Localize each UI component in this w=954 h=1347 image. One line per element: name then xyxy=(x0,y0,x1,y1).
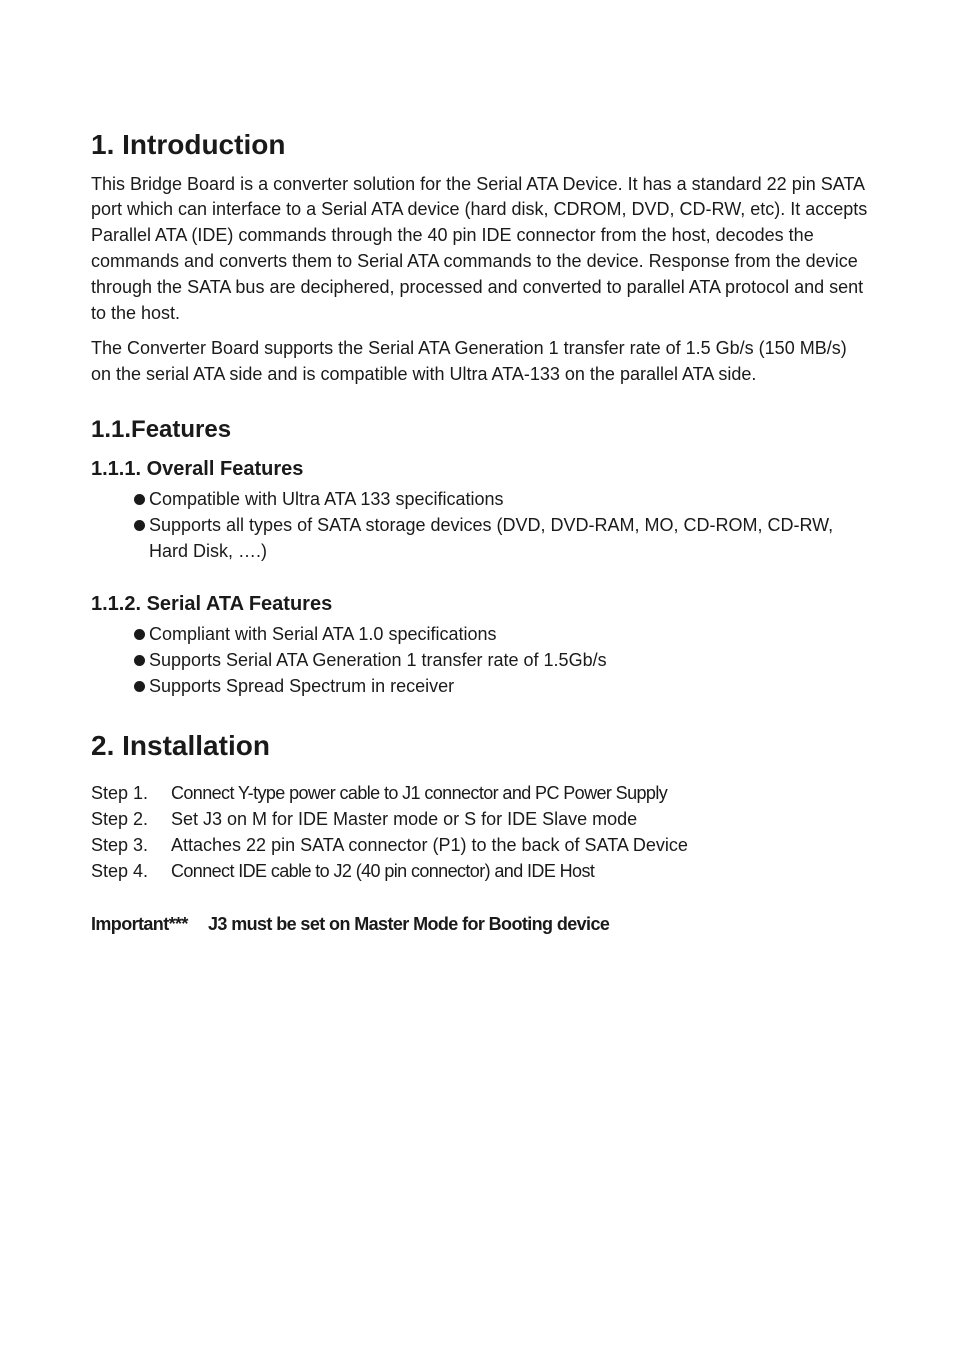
step-number: Step 3. xyxy=(91,835,149,856)
list-item-text: Supports Serial ATA Generation 1 transfer rate of 1.5Gb/s xyxy=(149,649,607,670)
list-item xyxy=(134,621,868,647)
step-text: Connect IDE cable to J2 (40 pin connector) and IDE Host xyxy=(171,861,595,882)
installation-steps xyxy=(91,780,868,884)
step-text: Connect Y-type power cable to J1 connector and PC Power Supply xyxy=(171,783,668,804)
bullet-icon xyxy=(134,681,145,692)
intro-paragraph-2: The Converter Board supports the Serial ATA Generation 1 transfer rate of 1.5 Gb/s (150 MB/s) on the serial ATA side and is compatible with Ultra ATA-133 on the parallel ATA side. xyxy=(91,338,847,385)
step-text: Attaches 22 pin SATA connector (P1) to the back of SATA Device xyxy=(171,835,688,856)
step-row xyxy=(91,832,868,858)
step-row xyxy=(91,780,868,806)
features-heading: 1.1.Features xyxy=(91,415,232,443)
step-number: Step 2. xyxy=(91,809,149,830)
overall-features-list xyxy=(91,486,868,564)
intro-paragraph-1: This Bridge Board is a converter solution for the Serial ATA Device. It has a standard 22 pin SATA port which can interface to a Serial ATA device (hard disk, CDROM, DVD, CD-RW, etc). It accepts Parallel ATA (IDE) commands through the 40 pin IDE connector from the host, decodes the commands and converts them to Serial ATA commands to the device. Response from the device through the SATA bus are deciphered, processed and converted to parallel ATA protocol and sent to the host. xyxy=(91,173,868,323)
bullet-icon xyxy=(134,520,145,531)
overall-features-heading: 1.1.1. Overall Features xyxy=(91,457,304,480)
step-row xyxy=(91,858,868,884)
important-text: J3 must be set on Master Mode for Booting device xyxy=(208,914,610,935)
sata-features-list xyxy=(91,621,868,699)
important-note xyxy=(91,911,868,937)
bullet-icon xyxy=(134,494,145,505)
sata-features-heading: 1.1.2. Serial ATA Features xyxy=(91,592,333,615)
list-item-text: Supports all types of SATA storage devices (DVD, DVD-RAM, MO, CD-ROM, CD-RW, Hard Disk, ….) xyxy=(149,514,834,561)
important-label: Important*** xyxy=(91,914,188,935)
list-item xyxy=(134,486,868,512)
introduction-heading: 1. Introduction xyxy=(91,129,286,160)
installation-heading: 2. Installation xyxy=(91,729,270,761)
bullet-icon xyxy=(134,655,145,666)
list-item-text: Compatible with Ultra ATA 133 specifications xyxy=(149,488,504,509)
step-number: Step 1. xyxy=(91,783,149,804)
bullet-icon xyxy=(134,629,145,640)
step-row xyxy=(91,806,868,832)
list-item-text: Compliant with Serial ATA 1.0 specifications xyxy=(149,623,497,644)
list-item xyxy=(134,673,868,699)
list-item-text: Supports Spread Spectrum in receiver xyxy=(149,675,455,696)
step-text: Set J3 on M for IDE Master mode or S for IDE Slave mode xyxy=(171,809,638,830)
step-number: Step 4. xyxy=(91,861,149,882)
list-item xyxy=(134,512,868,564)
list-item xyxy=(134,647,868,673)
